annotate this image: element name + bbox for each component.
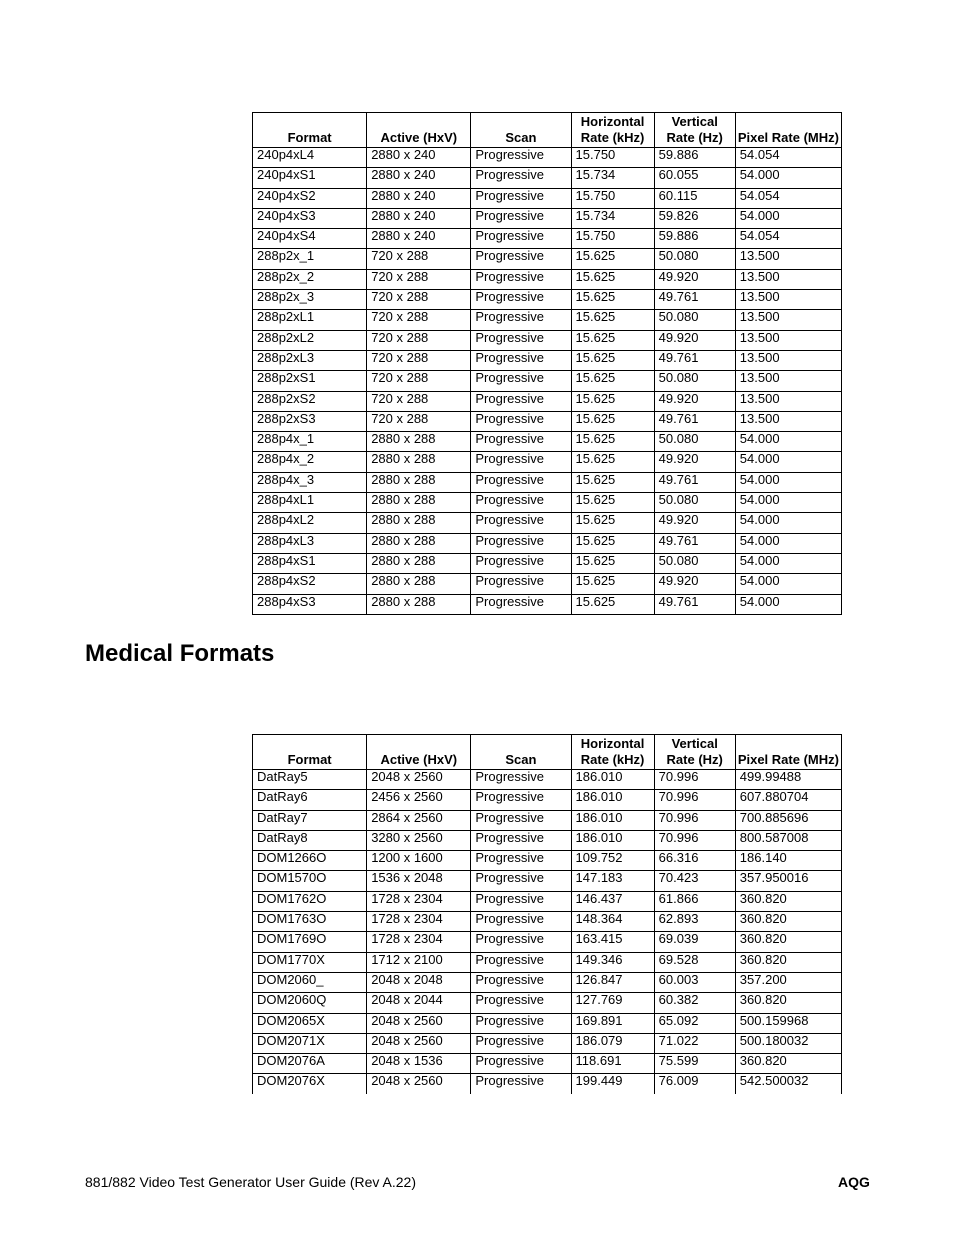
cell-active: 1200 x 1600 — [367, 851, 471, 871]
table-row — [253, 912, 842, 932]
table-row — [253, 851, 842, 871]
cell-active: 720 x 288 — [367, 411, 471, 431]
table-row — [253, 1033, 842, 1053]
cell-horizontal-rate: 15.625 — [571, 493, 654, 513]
cell-scan: Progressive — [471, 493, 571, 513]
cell-vertical-rate: 59.886 — [654, 148, 735, 168]
cell-pixel-rate: 54.000 — [735, 432, 841, 452]
cell-active: 720 x 288 — [367, 310, 471, 330]
cell-pixel-rate: 54.000 — [735, 168, 841, 188]
cell-pixel-rate: 607.880704 — [735, 790, 841, 810]
cell-horizontal-rate: 15.625 — [571, 249, 654, 269]
cell-format: 288p4xL1 — [253, 493, 367, 513]
cell-scan: Progressive — [471, 553, 571, 573]
cell-scan: Progressive — [471, 1013, 571, 1033]
table-row — [253, 290, 842, 310]
cell-horizontal-rate: 15.625 — [571, 350, 654, 370]
cell-pixel-rate: 13.500 — [735, 330, 841, 350]
cell-vertical-rate: 49.761 — [654, 411, 735, 431]
cell-pixel-rate: 54.000 — [735, 574, 841, 594]
table-row — [253, 168, 842, 188]
cell-active: 720 x 288 — [367, 350, 471, 370]
cell-horizontal-rate: 15.734 — [571, 208, 654, 228]
cell-horizontal-rate: 15.625 — [571, 290, 654, 310]
cell-active: 1728 x 2304 — [367, 912, 471, 932]
cell-active: 2880 x 288 — [367, 472, 471, 492]
cell-vertical-rate: 50.080 — [654, 371, 735, 391]
cell-active: 2880 x 288 — [367, 493, 471, 513]
cell-pixel-rate: 13.500 — [735, 391, 841, 411]
cell-scan: Progressive — [471, 790, 571, 810]
cell-format: DOM2060_ — [253, 972, 367, 992]
cell-vertical-rate: 76.009 — [654, 1074, 735, 1094]
cell-scan: Progressive — [471, 912, 571, 932]
cell-pixel-rate: 13.500 — [735, 269, 841, 289]
cell-pixel-rate: 54.054 — [735, 229, 841, 249]
cell-vertical-rate: 50.080 — [654, 310, 735, 330]
cell-pixel-rate: 360.820 — [735, 993, 841, 1013]
cell-horizontal-rate: 186.010 — [571, 770, 654, 790]
cell-active: 2880 x 288 — [367, 553, 471, 573]
cell-pixel-rate: 13.500 — [735, 249, 841, 269]
cell-pixel-rate: 13.500 — [735, 290, 841, 310]
table-row — [253, 310, 842, 330]
cell-active: 1712 x 2100 — [367, 952, 471, 972]
cell-active: 2048 x 2560 — [367, 1074, 471, 1094]
cell-vertical-rate: 49.920 — [654, 269, 735, 289]
cell-pixel-rate: 500.159968 — [735, 1013, 841, 1033]
table-row — [253, 350, 842, 370]
cell-active: 2048 x 2560 — [367, 1033, 471, 1053]
cell-active: 2880 x 240 — [367, 168, 471, 188]
cell-vertical-rate: 49.920 — [654, 452, 735, 472]
cell-format: 288p2xS2 — [253, 391, 367, 411]
cell-active: 2864 x 2560 — [367, 810, 471, 830]
cell-horizontal-rate: 109.752 — [571, 851, 654, 871]
cell-horizontal-rate: 163.415 — [571, 932, 654, 952]
cell-active: 2048 x 2560 — [367, 770, 471, 790]
cell-pixel-rate: 542.500032 — [735, 1074, 841, 1094]
cell-horizontal-rate: 15.734 — [571, 168, 654, 188]
table-row — [253, 330, 842, 350]
cell-scan: Progressive — [471, 932, 571, 952]
cell-format: 288p2xL2 — [253, 330, 367, 350]
cell-scan: Progressive — [471, 350, 571, 370]
cell-horizontal-rate: 149.346 — [571, 952, 654, 972]
table-row — [253, 391, 842, 411]
cell-scan: Progressive — [471, 391, 571, 411]
header-pixel-rate: Pixel Rate (MHz) — [735, 735, 841, 770]
cell-format: 288p2xS3 — [253, 411, 367, 431]
header-active: Active (HxV) — [367, 735, 471, 770]
cell-format: 288p4xL3 — [253, 533, 367, 553]
cell-active: 2880 x 240 — [367, 208, 471, 228]
cell-active: 2880 x 288 — [367, 533, 471, 553]
cell-vertical-rate: 61.866 — [654, 891, 735, 911]
cell-pixel-rate: 54.054 — [735, 188, 841, 208]
cell-vertical-rate: 69.039 — [654, 932, 735, 952]
cell-pixel-rate: 360.820 — [735, 932, 841, 952]
cell-pixel-rate: 54.000 — [735, 452, 841, 472]
table-row — [253, 411, 842, 431]
cell-format: DOM2071X — [253, 1033, 367, 1053]
cell-scan: Progressive — [471, 594, 571, 614]
cell-pixel-rate: 13.500 — [735, 411, 841, 431]
cell-scan: Progressive — [471, 1054, 571, 1074]
cell-active: 2456 x 2560 — [367, 790, 471, 810]
cell-format: 288p2x_2 — [253, 269, 367, 289]
cell-pixel-rate: 700.885696 — [735, 810, 841, 830]
table-row — [253, 993, 842, 1013]
cell-pixel-rate: 500.180032 — [735, 1033, 841, 1053]
cell-scan: Progressive — [471, 770, 571, 790]
cell-scan: Progressive — [471, 371, 571, 391]
cell-scan: Progressive — [471, 1074, 571, 1094]
table-row — [253, 871, 842, 891]
cell-format: DOM1762O — [253, 891, 367, 911]
cell-horizontal-rate: 15.625 — [571, 330, 654, 350]
section-title: Medical Formats — [85, 640, 275, 667]
cell-vertical-rate: 50.080 — [654, 432, 735, 452]
cell-format: DOM2060Q — [253, 993, 367, 1013]
cell-horizontal-rate: 186.010 — [571, 830, 654, 850]
table-row — [253, 574, 842, 594]
cell-vertical-rate: 49.920 — [654, 513, 735, 533]
cell-scan: Progressive — [471, 891, 571, 911]
cell-pixel-rate: 360.820 — [735, 952, 841, 972]
cell-scan: Progressive — [471, 871, 571, 891]
header-pixel-rate: Pixel Rate (MHz) — [735, 113, 841, 148]
cell-format: DatRay7 — [253, 810, 367, 830]
cell-vertical-rate: 49.761 — [654, 594, 735, 614]
table-row — [253, 1013, 842, 1033]
cell-format: 288p4xS2 — [253, 574, 367, 594]
cell-scan: Progressive — [471, 810, 571, 830]
cell-scan: Progressive — [471, 290, 571, 310]
table-row — [253, 770, 842, 790]
cell-format: DOM2065X — [253, 1013, 367, 1033]
cell-horizontal-rate: 15.750 — [571, 188, 654, 208]
cell-pixel-rate: 360.820 — [735, 891, 841, 911]
cell-active: 2880 x 288 — [367, 574, 471, 594]
cell-scan: Progressive — [471, 168, 571, 188]
cell-horizontal-rate: 15.625 — [571, 533, 654, 553]
cell-scan: Progressive — [471, 432, 571, 452]
cell-vertical-rate: 70.423 — [654, 871, 735, 891]
cell-scan: Progressive — [471, 472, 571, 492]
cell-vertical-rate: 50.080 — [654, 493, 735, 513]
table-row — [253, 1074, 842, 1094]
cell-format: 240p4xS2 — [253, 188, 367, 208]
cell-vertical-rate: 50.080 — [654, 553, 735, 573]
cell-horizontal-rate: 15.625 — [571, 411, 654, 431]
cell-horizontal-rate: 15.625 — [571, 432, 654, 452]
cell-scan: Progressive — [471, 452, 571, 472]
cell-active: 720 x 288 — [367, 249, 471, 269]
cell-horizontal-rate: 15.625 — [571, 513, 654, 533]
cell-format: 288p2xS1 — [253, 371, 367, 391]
table-row — [253, 972, 842, 992]
cell-horizontal-rate: 169.891 — [571, 1013, 654, 1033]
cell-scan: Progressive — [471, 188, 571, 208]
cell-pixel-rate: 13.500 — [735, 371, 841, 391]
cell-vertical-rate: 50.080 — [654, 249, 735, 269]
cell-horizontal-rate: 147.183 — [571, 871, 654, 891]
cell-vertical-rate: 69.528 — [654, 952, 735, 972]
footer-publisher: AQG — [838, 1174, 870, 1190]
table-header-row — [253, 113, 842, 148]
cell-format: DatRay6 — [253, 790, 367, 810]
cell-vertical-rate: 60.055 — [654, 168, 735, 188]
cell-vertical-rate: 75.599 — [654, 1054, 735, 1074]
cell-horizontal-rate: 186.010 — [571, 790, 654, 810]
cell-scan: Progressive — [471, 148, 571, 168]
cell-vertical-rate: 49.920 — [654, 391, 735, 411]
header-scan: Scan — [471, 113, 571, 148]
table-row — [253, 493, 842, 513]
cell-vertical-rate: 59.826 — [654, 208, 735, 228]
cell-scan: Progressive — [471, 411, 571, 431]
cell-horizontal-rate: 15.625 — [571, 472, 654, 492]
header-horizontal-rate: Horizontal Rate (kHz) — [571, 735, 654, 770]
cell-horizontal-rate: 199.449 — [571, 1074, 654, 1094]
cell-vertical-rate: 49.761 — [654, 533, 735, 553]
cell-format: 288p4xL2 — [253, 513, 367, 533]
table-row — [253, 533, 842, 553]
cell-format: DOM1769O — [253, 932, 367, 952]
cell-scan: Progressive — [471, 269, 571, 289]
cell-vertical-rate: 70.996 — [654, 830, 735, 850]
cell-vertical-rate: 49.761 — [654, 472, 735, 492]
cell-horizontal-rate: 15.625 — [571, 269, 654, 289]
cell-horizontal-rate: 15.625 — [571, 452, 654, 472]
table-header-row — [253, 735, 842, 770]
cell-active: 720 x 288 — [367, 371, 471, 391]
cell-format: 288p4x_3 — [253, 472, 367, 492]
table-row — [253, 371, 842, 391]
cell-scan: Progressive — [471, 310, 571, 330]
cell-pixel-rate: 54.000 — [735, 594, 841, 614]
cell-format: 240p4xS1 — [253, 168, 367, 188]
cell-format: 288p2x_3 — [253, 290, 367, 310]
cell-active: 2880 x 240 — [367, 229, 471, 249]
cell-format: 288p4xS1 — [253, 553, 367, 573]
table-row — [253, 553, 842, 573]
cell-horizontal-rate: 148.364 — [571, 912, 654, 932]
cell-horizontal-rate: 15.625 — [571, 310, 654, 330]
table-row — [253, 249, 842, 269]
cell-pixel-rate: 13.500 — [735, 350, 841, 370]
cell-active: 3280 x 2560 — [367, 830, 471, 850]
table-row — [253, 148, 842, 168]
table-row — [253, 594, 842, 614]
cell-horizontal-rate: 127.769 — [571, 993, 654, 1013]
cell-format: 288p4x_2 — [253, 452, 367, 472]
header-active: Active (HxV) — [367, 113, 471, 148]
cell-format: 288p2x_1 — [253, 249, 367, 269]
cell-vertical-rate: 62.893 — [654, 912, 735, 932]
cell-pixel-rate: 360.820 — [735, 912, 841, 932]
cell-format: DOM1770X — [253, 952, 367, 972]
table-row — [253, 432, 842, 452]
cell-active: 720 x 288 — [367, 269, 471, 289]
cell-active: 2880 x 288 — [367, 513, 471, 533]
cell-active: 720 x 288 — [367, 391, 471, 411]
cell-horizontal-rate: 146.437 — [571, 891, 654, 911]
cell-pixel-rate: 54.000 — [735, 208, 841, 228]
cell-vertical-rate: 60.382 — [654, 993, 735, 1013]
cell-format: 288p2xL3 — [253, 350, 367, 370]
cell-vertical-rate: 49.920 — [654, 574, 735, 594]
cell-horizontal-rate: 186.010 — [571, 810, 654, 830]
cell-vertical-rate: 71.022 — [654, 1033, 735, 1053]
cell-active: 2880 x 240 — [367, 188, 471, 208]
cell-active: 2880 x 288 — [367, 594, 471, 614]
table-row — [253, 891, 842, 911]
cell-active: 1728 x 2304 — [367, 932, 471, 952]
cell-horizontal-rate: 15.750 — [571, 229, 654, 249]
cell-pixel-rate: 54.054 — [735, 148, 841, 168]
cell-scan: Progressive — [471, 1033, 571, 1053]
table-row — [253, 472, 842, 492]
cell-horizontal-rate: 15.750 — [571, 148, 654, 168]
table-row — [253, 229, 842, 249]
cell-pixel-rate: 357.950016 — [735, 871, 841, 891]
cell-vertical-rate: 59.886 — [654, 229, 735, 249]
cell-pixel-rate: 357.200 — [735, 972, 841, 992]
cell-active: 2880 x 240 — [367, 148, 471, 168]
table-row — [253, 830, 842, 850]
cell-pixel-rate: 54.000 — [735, 513, 841, 533]
cell-vertical-rate: 49.920 — [654, 330, 735, 350]
cell-active: 2048 x 2048 — [367, 972, 471, 992]
cell-scan: Progressive — [471, 993, 571, 1013]
cell-pixel-rate: 13.500 — [735, 310, 841, 330]
footer-doc-title: 881/882 Video Test Generator User Guide (Rev A.22) — [85, 1174, 417, 1190]
table-row — [253, 269, 842, 289]
cell-format: 288p4xS3 — [253, 594, 367, 614]
cell-vertical-rate: 49.761 — [654, 350, 735, 370]
cell-active: 2880 x 288 — [367, 432, 471, 452]
cell-horizontal-rate: 186.079 — [571, 1033, 654, 1053]
cell-vertical-rate: 60.003 — [654, 972, 735, 992]
cell-horizontal-rate: 118.691 — [571, 1054, 654, 1074]
table-row — [253, 208, 842, 228]
table-row — [253, 1054, 842, 1074]
cell-scan: Progressive — [471, 574, 571, 594]
cell-scan: Progressive — [471, 830, 571, 850]
table-row — [253, 810, 842, 830]
cell-scan: Progressive — [471, 249, 571, 269]
cell-format: DatRay8 — [253, 830, 367, 850]
video-formats-table — [252, 112, 842, 615]
cell-pixel-rate: 800.587008 — [735, 830, 841, 850]
table-row — [253, 452, 842, 472]
cell-horizontal-rate: 15.625 — [571, 594, 654, 614]
cell-vertical-rate: 70.996 — [654, 790, 735, 810]
cell-format: 240p4xS3 — [253, 208, 367, 228]
cell-format: DOM2076X — [253, 1074, 367, 1094]
cell-format: 240p4xS4 — [253, 229, 367, 249]
cell-pixel-rate: 499.99488 — [735, 770, 841, 790]
cell-scan: Progressive — [471, 513, 571, 533]
cell-format: 240p4xL4 — [253, 148, 367, 168]
header-scan: Scan — [471, 735, 571, 770]
cell-pixel-rate: 54.000 — [735, 533, 841, 553]
cell-pixel-rate: 54.000 — [735, 493, 841, 513]
cell-active: 1728 x 2304 — [367, 891, 471, 911]
cell-format: DOM1266O — [253, 851, 367, 871]
header-format: Format — [253, 735, 367, 770]
cell-scan: Progressive — [471, 229, 571, 249]
cell-active: 2880 x 288 — [367, 452, 471, 472]
cell-active: 720 x 288 — [367, 330, 471, 350]
cell-active: 720 x 288 — [367, 290, 471, 310]
cell-horizontal-rate: 15.625 — [571, 574, 654, 594]
cell-horizontal-rate: 15.625 — [571, 391, 654, 411]
cell-active: 2048 x 2044 — [367, 993, 471, 1013]
cell-vertical-rate: 49.761 — [654, 290, 735, 310]
header-horizontal-rate: Horizontal Rate (kHz) — [571, 113, 654, 148]
table-row — [253, 513, 842, 533]
medical-formats-table — [252, 734, 842, 1094]
cell-pixel-rate: 54.000 — [735, 472, 841, 492]
cell-horizontal-rate: 15.625 — [571, 371, 654, 391]
header-vertical-rate: Vertical Rate (Hz) — [654, 113, 735, 148]
cell-format: DatRay5 — [253, 770, 367, 790]
cell-pixel-rate: 360.820 — [735, 1054, 841, 1074]
cell-format: DOM1763O — [253, 912, 367, 932]
table-row — [253, 952, 842, 972]
cell-scan: Progressive — [471, 952, 571, 972]
cell-format: DOM1570O — [253, 871, 367, 891]
cell-horizontal-rate: 15.625 — [571, 553, 654, 573]
cell-scan: Progressive — [471, 330, 571, 350]
table-row — [253, 932, 842, 952]
cell-scan: Progressive — [471, 851, 571, 871]
cell-scan: Progressive — [471, 533, 571, 553]
cell-vertical-rate: 70.996 — [654, 770, 735, 790]
cell-vertical-rate: 66.316 — [654, 851, 735, 871]
cell-scan: Progressive — [471, 972, 571, 992]
cell-vertical-rate: 70.996 — [654, 810, 735, 830]
cell-format: 288p2xL1 — [253, 310, 367, 330]
cell-active: 1536 x 2048 — [367, 871, 471, 891]
cell-vertical-rate: 60.115 — [654, 188, 735, 208]
cell-pixel-rate: 186.140 — [735, 851, 841, 871]
cell-scan: Progressive — [471, 208, 571, 228]
cell-vertical-rate: 65.092 — [654, 1013, 735, 1033]
cell-horizontal-rate: 126.847 — [571, 972, 654, 992]
header-format: Format — [253, 113, 367, 148]
cell-pixel-rate: 54.000 — [735, 553, 841, 573]
cell-active: 2048 x 1536 — [367, 1054, 471, 1074]
header-vertical-rate: Vertical Rate (Hz) — [654, 735, 735, 770]
cell-format: DOM2076A — [253, 1054, 367, 1074]
table-row — [253, 188, 842, 208]
cell-active: 2048 x 2560 — [367, 1013, 471, 1033]
table-row — [253, 790, 842, 810]
cell-format: 288p4x_1 — [253, 432, 367, 452]
